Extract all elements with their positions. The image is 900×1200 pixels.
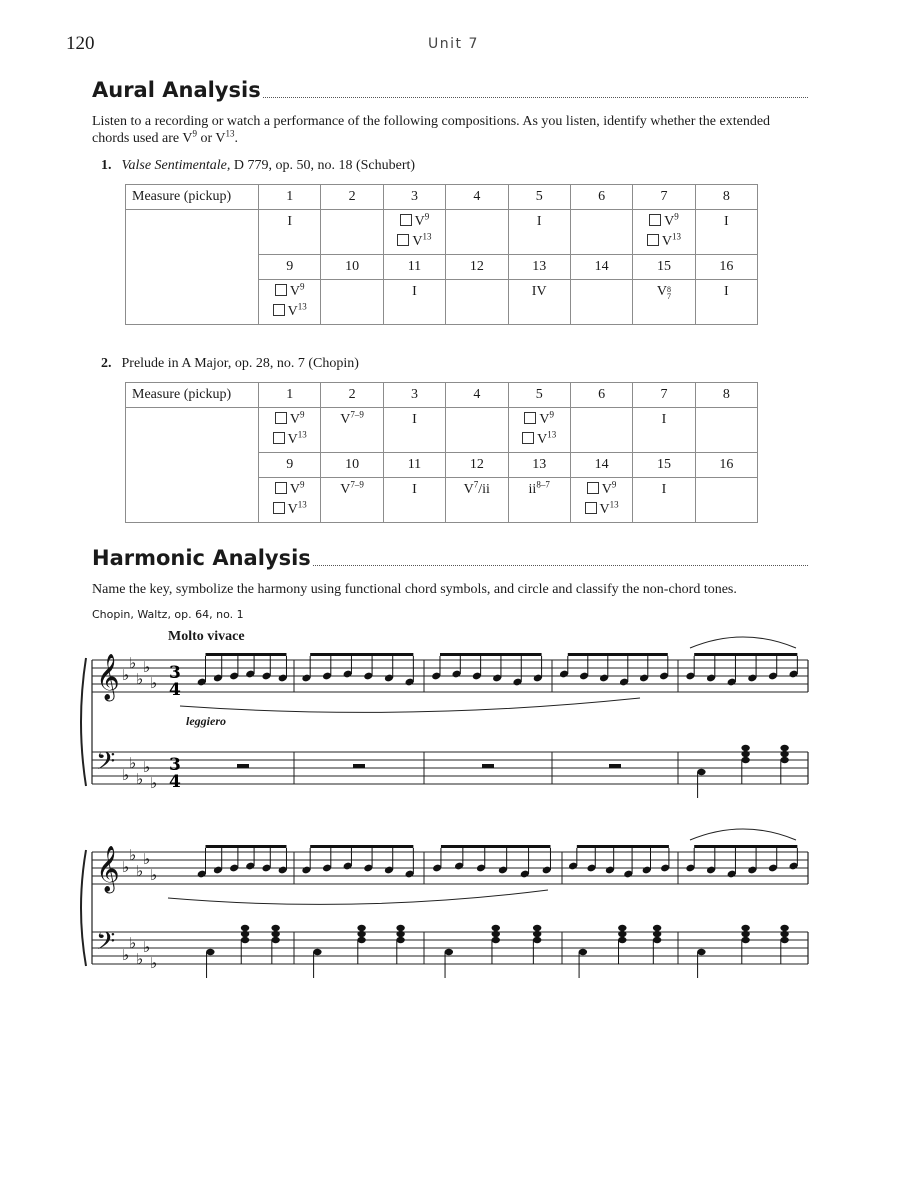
whole-rest-icon — [482, 764, 494, 768]
note-head — [741, 757, 749, 763]
note-head — [618, 925, 626, 931]
note-head — [271, 925, 279, 931]
table-row: 9 10 11 12 13 14 15 16 — [126, 453, 758, 478]
note-head — [271, 931, 279, 937]
beam — [440, 653, 542, 656]
beam — [206, 653, 287, 656]
flat-icon: ♭ — [129, 654, 137, 672]
section-title: Aural Analysis — [92, 78, 261, 102]
note-head — [445, 949, 453, 955]
note-head — [780, 745, 788, 751]
note-head — [206, 949, 214, 955]
table-row: I $V^9$ $V^{13}$ I $V^9$ $V^{13}$ I — [126, 210, 758, 255]
table-row: 9 10 11 12 13 14 15 16 — [126, 255, 758, 280]
v9-v13-choice[interactable]: $V^9$ $V^{13}$ — [259, 478, 321, 523]
slur — [168, 890, 548, 904]
note-head — [357, 937, 365, 943]
flat-icon: ♭ — [122, 946, 130, 964]
note-head — [533, 925, 541, 931]
expression-marking: leggiero — [186, 714, 226, 728]
flat-icon: ♭ — [150, 674, 158, 692]
v9-v13-choice[interactable]: $V^9$ $V^{13}$ — [383, 210, 445, 255]
note-head — [697, 769, 705, 775]
page-number: 120 — [66, 33, 95, 54]
section-title: Harmonic Analysis — [92, 546, 311, 570]
v9-v13-choice[interactable]: $V^9$ $V^{13}$ — [508, 408, 570, 453]
time-signatures — [169, 663, 181, 792]
note-head — [533, 931, 541, 937]
v9-v13-choice[interactable]: $V^9$ $V^{13}$ — [259, 280, 321, 325]
bass-clef-icon: 𝄢 — [96, 747, 116, 782]
note-head — [653, 937, 661, 943]
beam — [206, 845, 287, 848]
flat-icon: ♭ — [150, 774, 158, 792]
table-row: Measure (pickup) 1 2 3 4 5 6 7 8 — [126, 185, 758, 210]
flat-icon: ♭ — [122, 858, 130, 876]
v9-v13-choice[interactable]: $V^9$ $V^{13}$ — [259, 408, 321, 453]
whole-rest-icon — [237, 764, 249, 768]
flat-icon: ♭ — [136, 770, 144, 788]
time-sig-top: 3 — [169, 663, 181, 683]
note-head — [741, 937, 749, 943]
note-head — [780, 751, 788, 757]
flat-icon: ♭ — [136, 862, 144, 880]
note-head — [618, 931, 626, 937]
flat-icon: ♭ — [122, 766, 130, 784]
bass-clef-icon: 𝄢 — [96, 927, 116, 962]
note-head — [396, 925, 404, 931]
flat-icon: ♭ — [143, 938, 151, 956]
note-head — [780, 925, 788, 931]
table-row: Measure (pickup) 1 2 3 4 5 6 7 8 — [126, 383, 758, 408]
measure-label: Measure (pickup) — [126, 185, 259, 210]
note-head — [653, 925, 661, 931]
note-head — [313, 949, 321, 955]
beam — [694, 653, 797, 656]
beam — [694, 845, 797, 848]
note-head — [241, 931, 249, 937]
aural-instructions: Listen to a recording or watch a performance of the following compositions. As you listen, identify whether the extended chords used are $V^9$ or $V^{13}$. — [92, 114, 771, 146]
note-head — [396, 931, 404, 937]
note-head — [492, 925, 500, 931]
note-head — [741, 931, 749, 937]
note-head — [780, 931, 788, 937]
treble-clef-icon: 𝄞 — [96, 846, 120, 892]
note-head — [241, 925, 249, 931]
note-head — [780, 937, 788, 943]
note-head — [241, 937, 249, 943]
slur — [690, 637, 796, 648]
note-head — [741, 751, 749, 757]
note-head — [618, 937, 626, 943]
brace — [81, 658, 86, 786]
excerpt-caption: Chopin, Waltz, op. 64, no. 1 — [92, 608, 244, 621]
flat-icon: ♭ — [136, 670, 144, 688]
flat-icon: ♭ — [143, 758, 151, 776]
treble-clef-icon: 𝄞 — [96, 654, 120, 700]
beam — [568, 653, 668, 656]
flat-icon: ♭ — [143, 850, 151, 868]
flat-icon: ♭ — [129, 754, 137, 772]
v9-v13-choice[interactable]: $V^9$ $V^{13}$ — [633, 210, 695, 255]
note-head — [697, 949, 705, 955]
time-sig-bottom: 4 — [169, 680, 181, 700]
slur — [690, 829, 796, 840]
harmonic-instructions: Name the key, symbolize the harmony using functional chord symbols, and circle and classify the non-chord tones. — [92, 582, 737, 597]
note-head — [492, 931, 500, 937]
beam — [441, 845, 551, 848]
note-head — [741, 925, 749, 931]
note-head — [579, 949, 587, 955]
table-row: $V^9$ $V^{13}$ I IV V 8 7 I — [126, 280, 758, 325]
flat-icon: ♭ — [129, 934, 137, 952]
note-head — [271, 937, 279, 943]
note-head — [741, 745, 749, 751]
note-head — [653, 931, 661, 937]
item-1-heading: 1. Valse Sentimentale, D 779, op. 50, no. 18 (Schubert) — [101, 158, 416, 173]
v-8-7-chord: V 8 7 — [633, 280, 695, 325]
time-sig-top: 3 — [169, 755, 181, 775]
note-head — [533, 937, 541, 943]
item-2-heading: 2. Prelude in A Major, op. 28, no. 7 (Chopin) — [101, 356, 359, 371]
flat-icon: ♭ — [143, 658, 151, 676]
score-systems — [81, 637, 808, 978]
brace — [81, 850, 86, 966]
beam — [310, 845, 413, 848]
v9-v13-choice[interactable]: $V^9$ $V^{13}$ — [570, 478, 632, 523]
beam — [577, 845, 669, 848]
flat-icon: ♭ — [136, 950, 144, 968]
time-sig-bottom: 4 — [169, 772, 181, 792]
slur — [180, 698, 640, 712]
flat-icon: ♭ — [150, 866, 158, 884]
note-head — [492, 937, 500, 943]
measure-label: Measure (pickup) — [126, 383, 259, 408]
flat-icon: ♭ — [129, 846, 137, 864]
note-head — [357, 931, 365, 937]
tempo-marking: Molto vivace — [168, 629, 245, 644]
table-row: $V^9$ $V^{13}$ $V^{7-9}$ I $V^7/ii$ $ii^{8-7}$ $V^9$ $V^{13}$ I — [126, 478, 758, 523]
whole-rest-icon — [609, 764, 621, 768]
table-row: $V^9$ $V^{13}$ $V^{7-9}$ I $V^9$ $V^{13}$ I — [126, 408, 758, 453]
unit-label: Unit 7 — [428, 36, 479, 52]
flat-icon: ♭ — [122, 666, 130, 684]
note-head — [780, 757, 788, 763]
flat-icon: ♭ — [150, 954, 158, 972]
beam — [310, 653, 413, 656]
whole-rest-icon — [353, 764, 365, 768]
note-head — [396, 937, 404, 943]
note-head — [357, 925, 365, 931]
